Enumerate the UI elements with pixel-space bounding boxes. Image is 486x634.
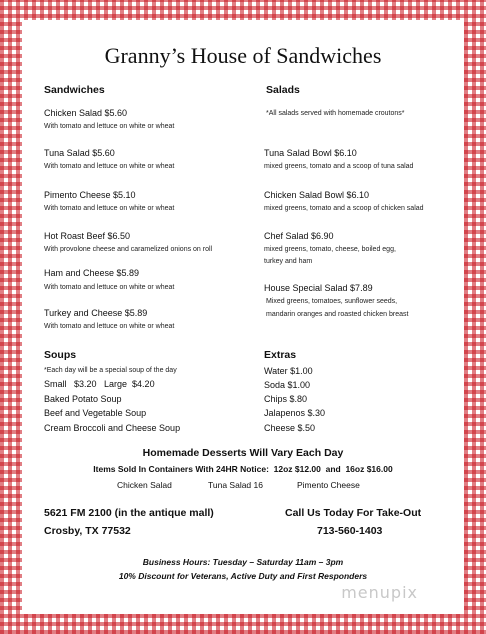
sandwich-desc: With tomato and lettuce on white or wheat	[44, 163, 175, 170]
extra-item: Soda $1.00	[264, 380, 311, 390]
sandwich-desc: With tomato and lettuce on white or wheat	[44, 323, 175, 330]
salad-desc: mixed greens, tomato, cheese, boiled egg,	[264, 246, 396, 253]
sandwich-item: Hot Roast Beef $6.50	[44, 231, 131, 241]
salad-item: Chicken Salad Bowl $6.10	[264, 190, 370, 200]
address-line-1: 5621 FM 2100 (in the antique mall)	[44, 507, 214, 519]
extra-item: Water $1.00	[264, 366, 313, 376]
watermark-text: menupix	[341, 583, 418, 602]
business-hours: Business Hours: Tuesday – Saturday 11am – 3pm	[142, 557, 344, 567]
sandwich-item: Pimento Cheese $5.10	[44, 190, 136, 200]
soups-heading: Soups	[44, 349, 77, 361]
sandwich-desc: With tomato and lettuce on white or wheat	[44, 205, 175, 212]
sandwich-item: Ham and Cheese $5.89	[44, 268, 140, 278]
salads-note: *All salads served with homemade croutons*	[266, 110, 405, 117]
extras-heading: Extras	[264, 349, 297, 361]
extra-item: Chips $.80	[264, 394, 308, 404]
soup-item: Beef and Vegetable Soup	[44, 408, 147, 418]
salad-desc: mixed greens, tomato and a scoop of tuna salad	[264, 163, 414, 170]
extra-item: Jalapenos $.30	[264, 408, 326, 418]
sandwich-item: Tuna Salad $5.60	[44, 148, 115, 158]
menu-title: Granny’s House of Sandwiches	[104, 43, 382, 68]
salad-desc: mandarin oranges and roasted chicken breast	[266, 311, 409, 318]
sandwich-item: Chicken Salad $5.60	[44, 108, 128, 118]
sandwich-desc: With tomato and lettuce on white or wheat	[44, 284, 175, 291]
soup-item: Baked Potato Soup	[44, 394, 122, 404]
salad-desc: turkey and ham	[264, 258, 313, 265]
container-item: Chicken Salad	[117, 480, 172, 490]
sandwich-desc: With tomato and lettuce on white or wheat	[44, 123, 175, 130]
phone-number: 713-560-1403	[317, 525, 383, 537]
salad-desc: mixed greens, tomato and a scoop of chicken salad	[264, 205, 424, 212]
extra-item: Cheese $.50	[264, 423, 316, 433]
salad-item: House Special Salad $7.89	[264, 283, 373, 293]
container-item: Pimento Cheese	[297, 480, 360, 490]
salad-desc: Mixed greens, tomatoes, sunflower seeds,	[266, 298, 398, 305]
desserts-line: Homemade Desserts Will Vary Each Day	[142, 447, 344, 459]
address-line-2: Crosby, TX 77532	[44, 525, 131, 537]
contact-line: Call Us Today For Take-Out	[285, 507, 422, 519]
container-item: Tuna Salad 16	[208, 480, 263, 490]
salad-item: Chef Salad $6.90	[264, 231, 334, 241]
sandwich-desc: With provolone cheese and caramelized onions on roll	[44, 246, 213, 253]
menupix-watermark	[341, 583, 418, 602]
salad-item: Tuna Salad Bowl $6.10	[264, 148, 357, 158]
containers-line: Items Sold In Containers With 24HR Notice: 12oz $12.00 and 16oz $16.00	[93, 464, 393, 474]
soup-sizes: Small $3.20 Large $4.20	[44, 379, 155, 389]
salads-heading: Salads	[266, 84, 300, 96]
discount-line: 10% Discount for Veterans, Active Duty and First Responders	[118, 571, 368, 581]
soup-item: Cream Broccoli and Cheese Soup	[44, 423, 181, 433]
sandwiches-heading: Sandwiches	[44, 84, 105, 96]
soups-note: *Each day will be a special soup of the day	[44, 367, 177, 374]
sandwich-item: Turkey and Cheese $5.89	[44, 308, 148, 318]
